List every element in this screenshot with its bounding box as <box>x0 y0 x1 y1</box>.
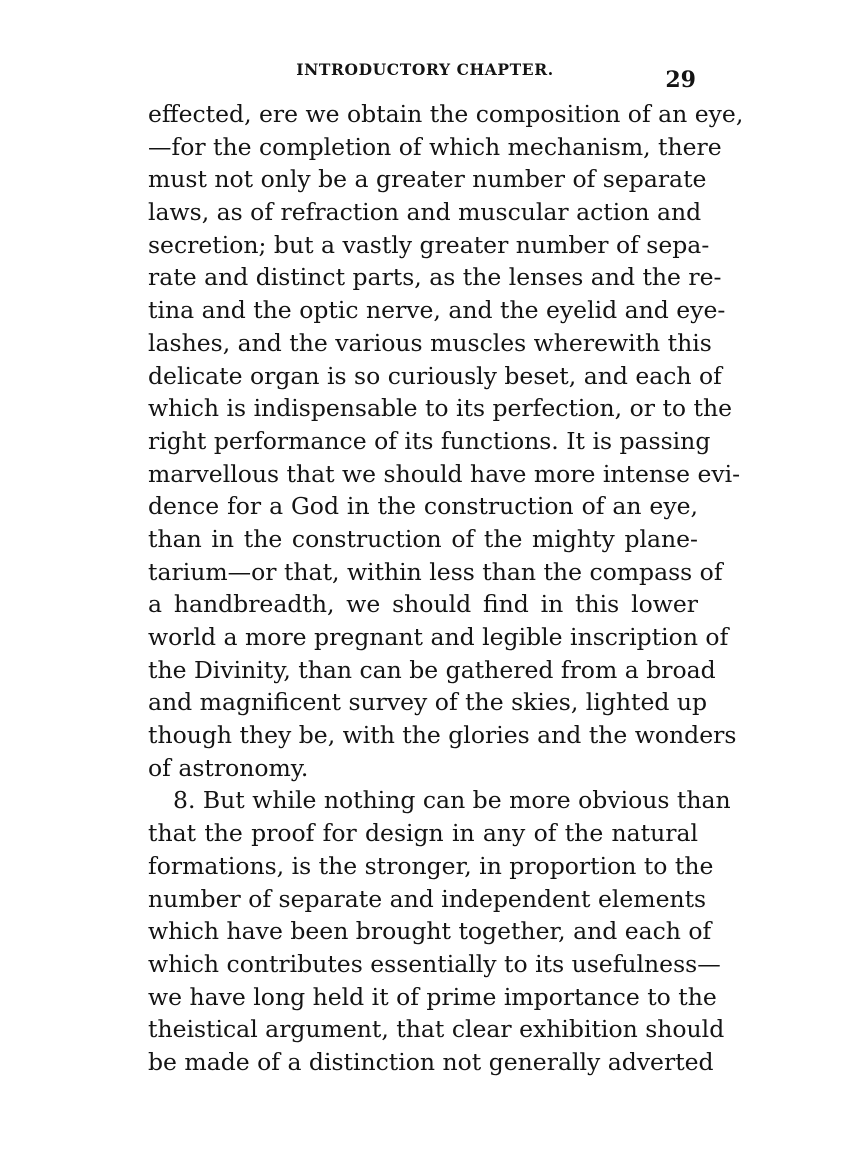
text-line: a handbreadth, we should find in this lower <box>148 590 698 619</box>
text-line: rate and distinct parts, as the lenses and the re- <box>148 263 722 292</box>
text-line: than in the construction of the mighty plane- <box>148 524 698 553</box>
text-line: be made of a distinction not generally adverted <box>148 1047 714 1076</box>
body-text <box>148 98 744 1079</box>
text-line: and magnificent survey of the skies, lighted up <box>148 688 708 717</box>
text-line: dence for a God in the construction of an eye, <box>148 492 698 521</box>
text-line: the Divinity, than can be gathered from a broad <box>148 655 716 684</box>
text-line: that the proof for design in any of the natural <box>148 819 698 848</box>
text-line: which have been brought together, and each of <box>148 917 712 946</box>
text-line: formations, is the stronger, in proportion to the <box>148 851 714 880</box>
text-line: effected, ere we obtain the composition of an eye, <box>148 100 744 128</box>
text-line: lashes, and the various muscles wherewith this <box>148 328 712 357</box>
text-line: though they be, with the glories and the wonders <box>148 721 737 750</box>
paragraph-start-line: 8. But while nothing can be more obvious than <box>173 786 731 815</box>
text-line: we have long held it of prime importance to the <box>148 982 717 1011</box>
text-line: must not only be a greater number of separate <box>148 165 707 194</box>
text-line: which contributes essentially to its usefulness— <box>148 949 721 978</box>
text-line: number of separate and independent elements <box>148 884 707 913</box>
paragraph-end-line: of astronomy. <box>148 753 309 782</box>
text-line: right performance of its functions. It is passing <box>148 426 711 455</box>
text-line: tarium—or that, within less than the compass of <box>148 557 723 586</box>
running-head <box>150 58 700 93</box>
text-line: theistical argument, that clear exhibition should <box>148 1015 725 1044</box>
text-line: laws, as of refraction and muscular action and <box>148 198 702 227</box>
text-line: tina and the optic nerve, and the eyelid and eye- <box>148 296 726 325</box>
text-line: delicate organ is so curiously beset, and each of <box>148 361 722 390</box>
text-line: which is indispensable to its perfection, or to the <box>148 394 733 423</box>
text-line: secretion; but a vastly greater number of sepa- <box>148 230 710 259</box>
text-line: marvellous that we should have more intense evi- <box>148 459 741 488</box>
running-title: INTRODUCTORY CHAPTER. <box>296 60 554 79</box>
text-line: world a more pregnant and legible inscription of <box>148 623 729 651</box>
page-number: 29 <box>665 67 696 93</box>
text-line: —for the completion of which mechanism, there <box>148 132 722 161</box>
